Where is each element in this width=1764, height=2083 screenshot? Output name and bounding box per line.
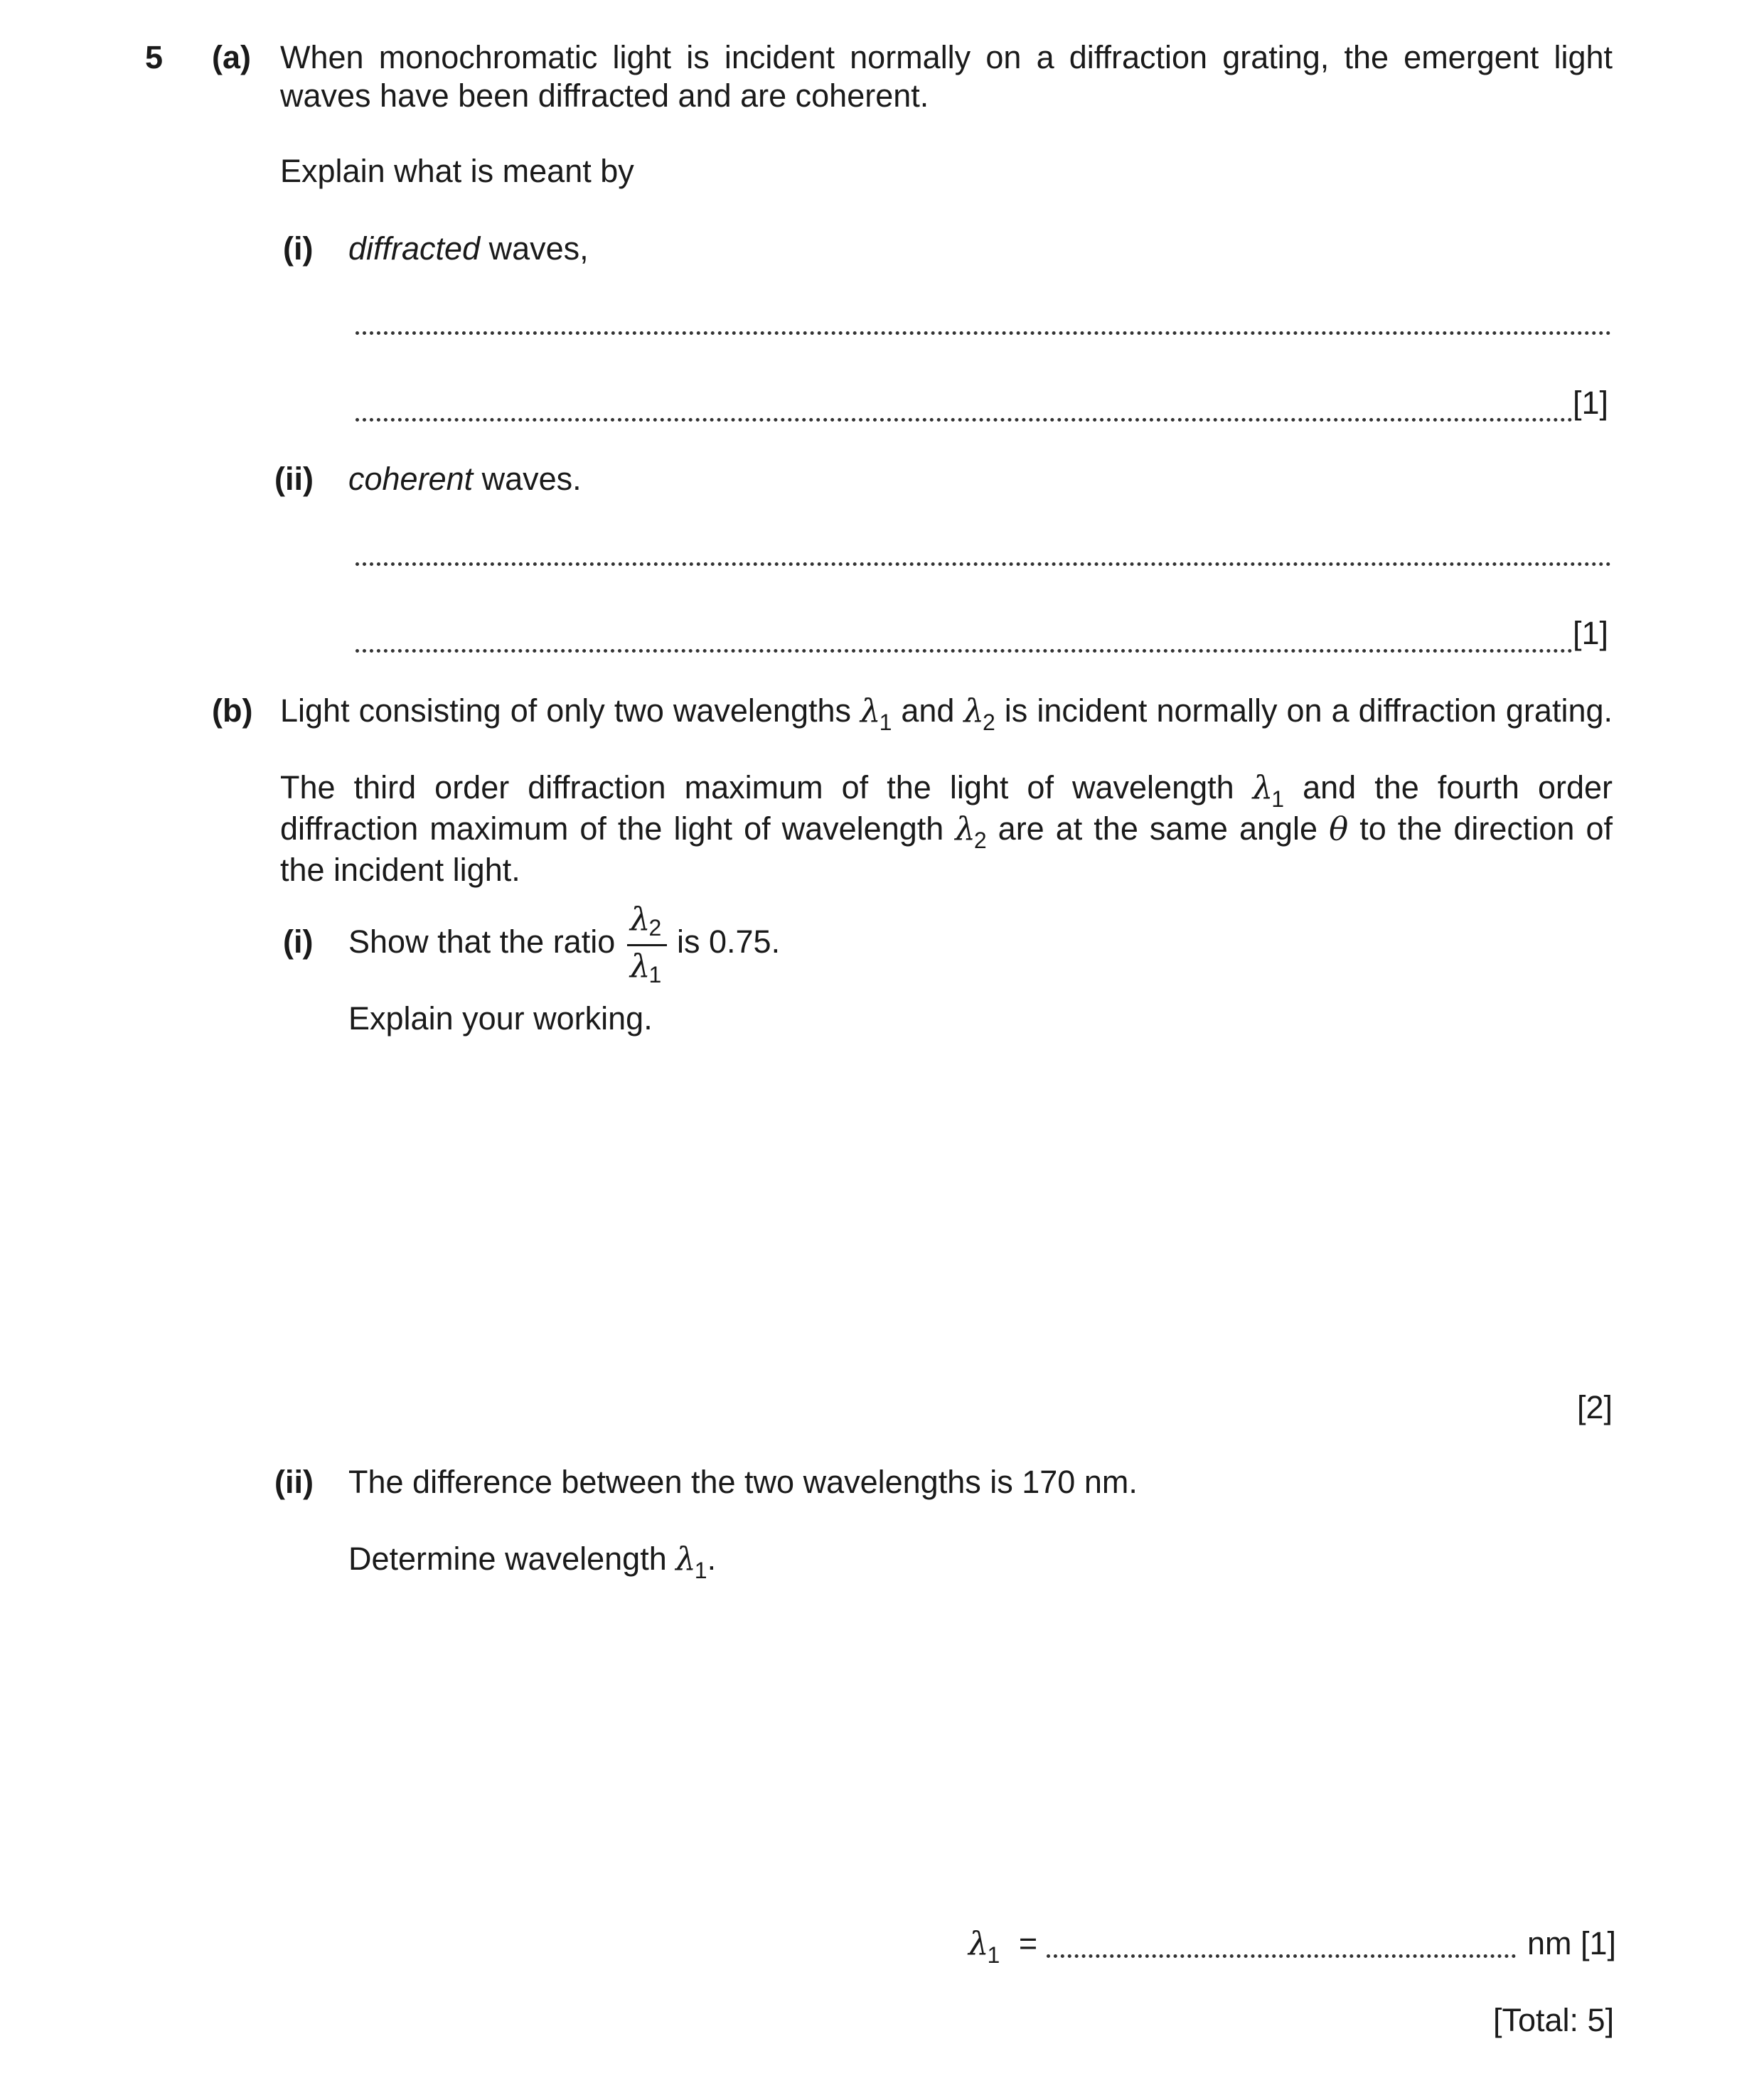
answer-unit-mark: nm [1] [1527,1925,1617,1961]
ratio-fraction [627,900,670,992]
part-b-label: (b) [212,692,253,729]
part-a-i-label: (i) [283,230,314,267]
part-b-i-instruction: Explain your working. [348,1000,653,1037]
lambda-subscript: 1 [1271,786,1285,812]
part-b-para-mid: and the fourth order diffraction maximum of the light of wavelength [280,769,1613,847]
part-b-i-text-post: is 0.75. [677,923,781,960]
lambda-symbol: λ [968,1924,989,1962]
lambda-symbol: λ [963,692,984,729]
part-b-para-mid2: are at the same angle [986,810,1330,847]
part-a-ii-prompt [348,460,582,498]
theta-symbol: θ [1329,810,1349,847]
answer-line[interactable] [356,562,1611,566]
lambda-subscript: 1 [879,709,892,735]
lambda-subscript: 2 [983,709,995,735]
part-a-i-mark: [1] [1573,385,1609,421]
part-b-ii-label: (ii) [274,1464,314,1500]
lambda-subscript: 2 [973,828,987,853]
lambda-symbol: λ [955,810,975,847]
part-b-intro-pre: Light consisting of only two wavelengths [280,692,861,729]
part-b-intro [280,692,1613,733]
part-a-ii-term: coherent [348,461,474,497]
ratio-numerator [630,900,661,941]
part-b-intro-mid: and [892,692,964,729]
question-number: 5 [145,39,164,75]
part-a-label: (a) [212,39,251,75]
part-b-para-pre: The third order diffraction maximum of the light of wavelength [280,769,1253,805]
lambda-symbol: λ [675,1540,696,1578]
answer-lambda-label [968,1924,1037,1966]
part-b-para-post: to the direction of the incident light. [280,810,1613,888]
part-b-ii-instruction-post: . [707,1541,717,1577]
part-b-paragraph [280,769,1613,889]
part-a-i-prompt [348,230,589,268]
part-a-stem [280,38,1613,115]
part-a-i-rest: waves, [480,230,589,267]
lambda1-answer-field[interactable] [1047,1954,1516,1958]
part-a-ii-rest: waves. [473,461,582,497]
part-b-i-text-pre: Show that the ratio [348,923,616,960]
answer-line[interactable] [356,418,1573,422]
answer-equals: = [1018,1925,1038,1961]
lambda-symbol: λ [860,692,881,729]
part-a-ii-mark: [1] [1573,615,1609,651]
lambda-subscript: 1 [987,1942,1000,1968]
lambda-subscript: 2 [648,915,662,941]
answer-line[interactable] [356,649,1573,653]
lambda-symbol: λ [1252,769,1273,806]
total-marks: [Total: 5] [1493,2002,1615,2038]
part-b-i-mark: [2] [1577,1389,1613,1425]
ratio-denominator [630,947,661,988]
fraction-bar [627,944,667,946]
lambda-subscript: 1 [694,1558,707,1583]
lambda-subscript: 1 [648,962,662,987]
lambda-symbol: λ [630,900,651,938]
part-b-ii-instruction [348,1540,716,1581]
part-a-i-term: diffracted [348,230,481,267]
part-a-instruction: Explain what is meant by [280,153,634,189]
lambda-symbol: λ [630,947,651,985]
part-a-stem-line1: When monochromatic light is incident normally on a diffraction grating, the emergent light [280,39,1613,75]
part-b-ii-instruction-pre: Determine wavelength [348,1541,676,1577]
part-b-intro-post: is incident normally on a diffraction grating. [995,692,1613,729]
part-b-ii-text: The difference between the two wavelengths is 170 nm. [348,1464,1138,1500]
answer-line[interactable] [356,331,1611,335]
part-a-ii-label: (ii) [274,461,314,497]
part-b-i-label: (i) [283,923,314,960]
part-a-stem-line2: waves have been diffracted and are coherent. [280,77,929,114]
